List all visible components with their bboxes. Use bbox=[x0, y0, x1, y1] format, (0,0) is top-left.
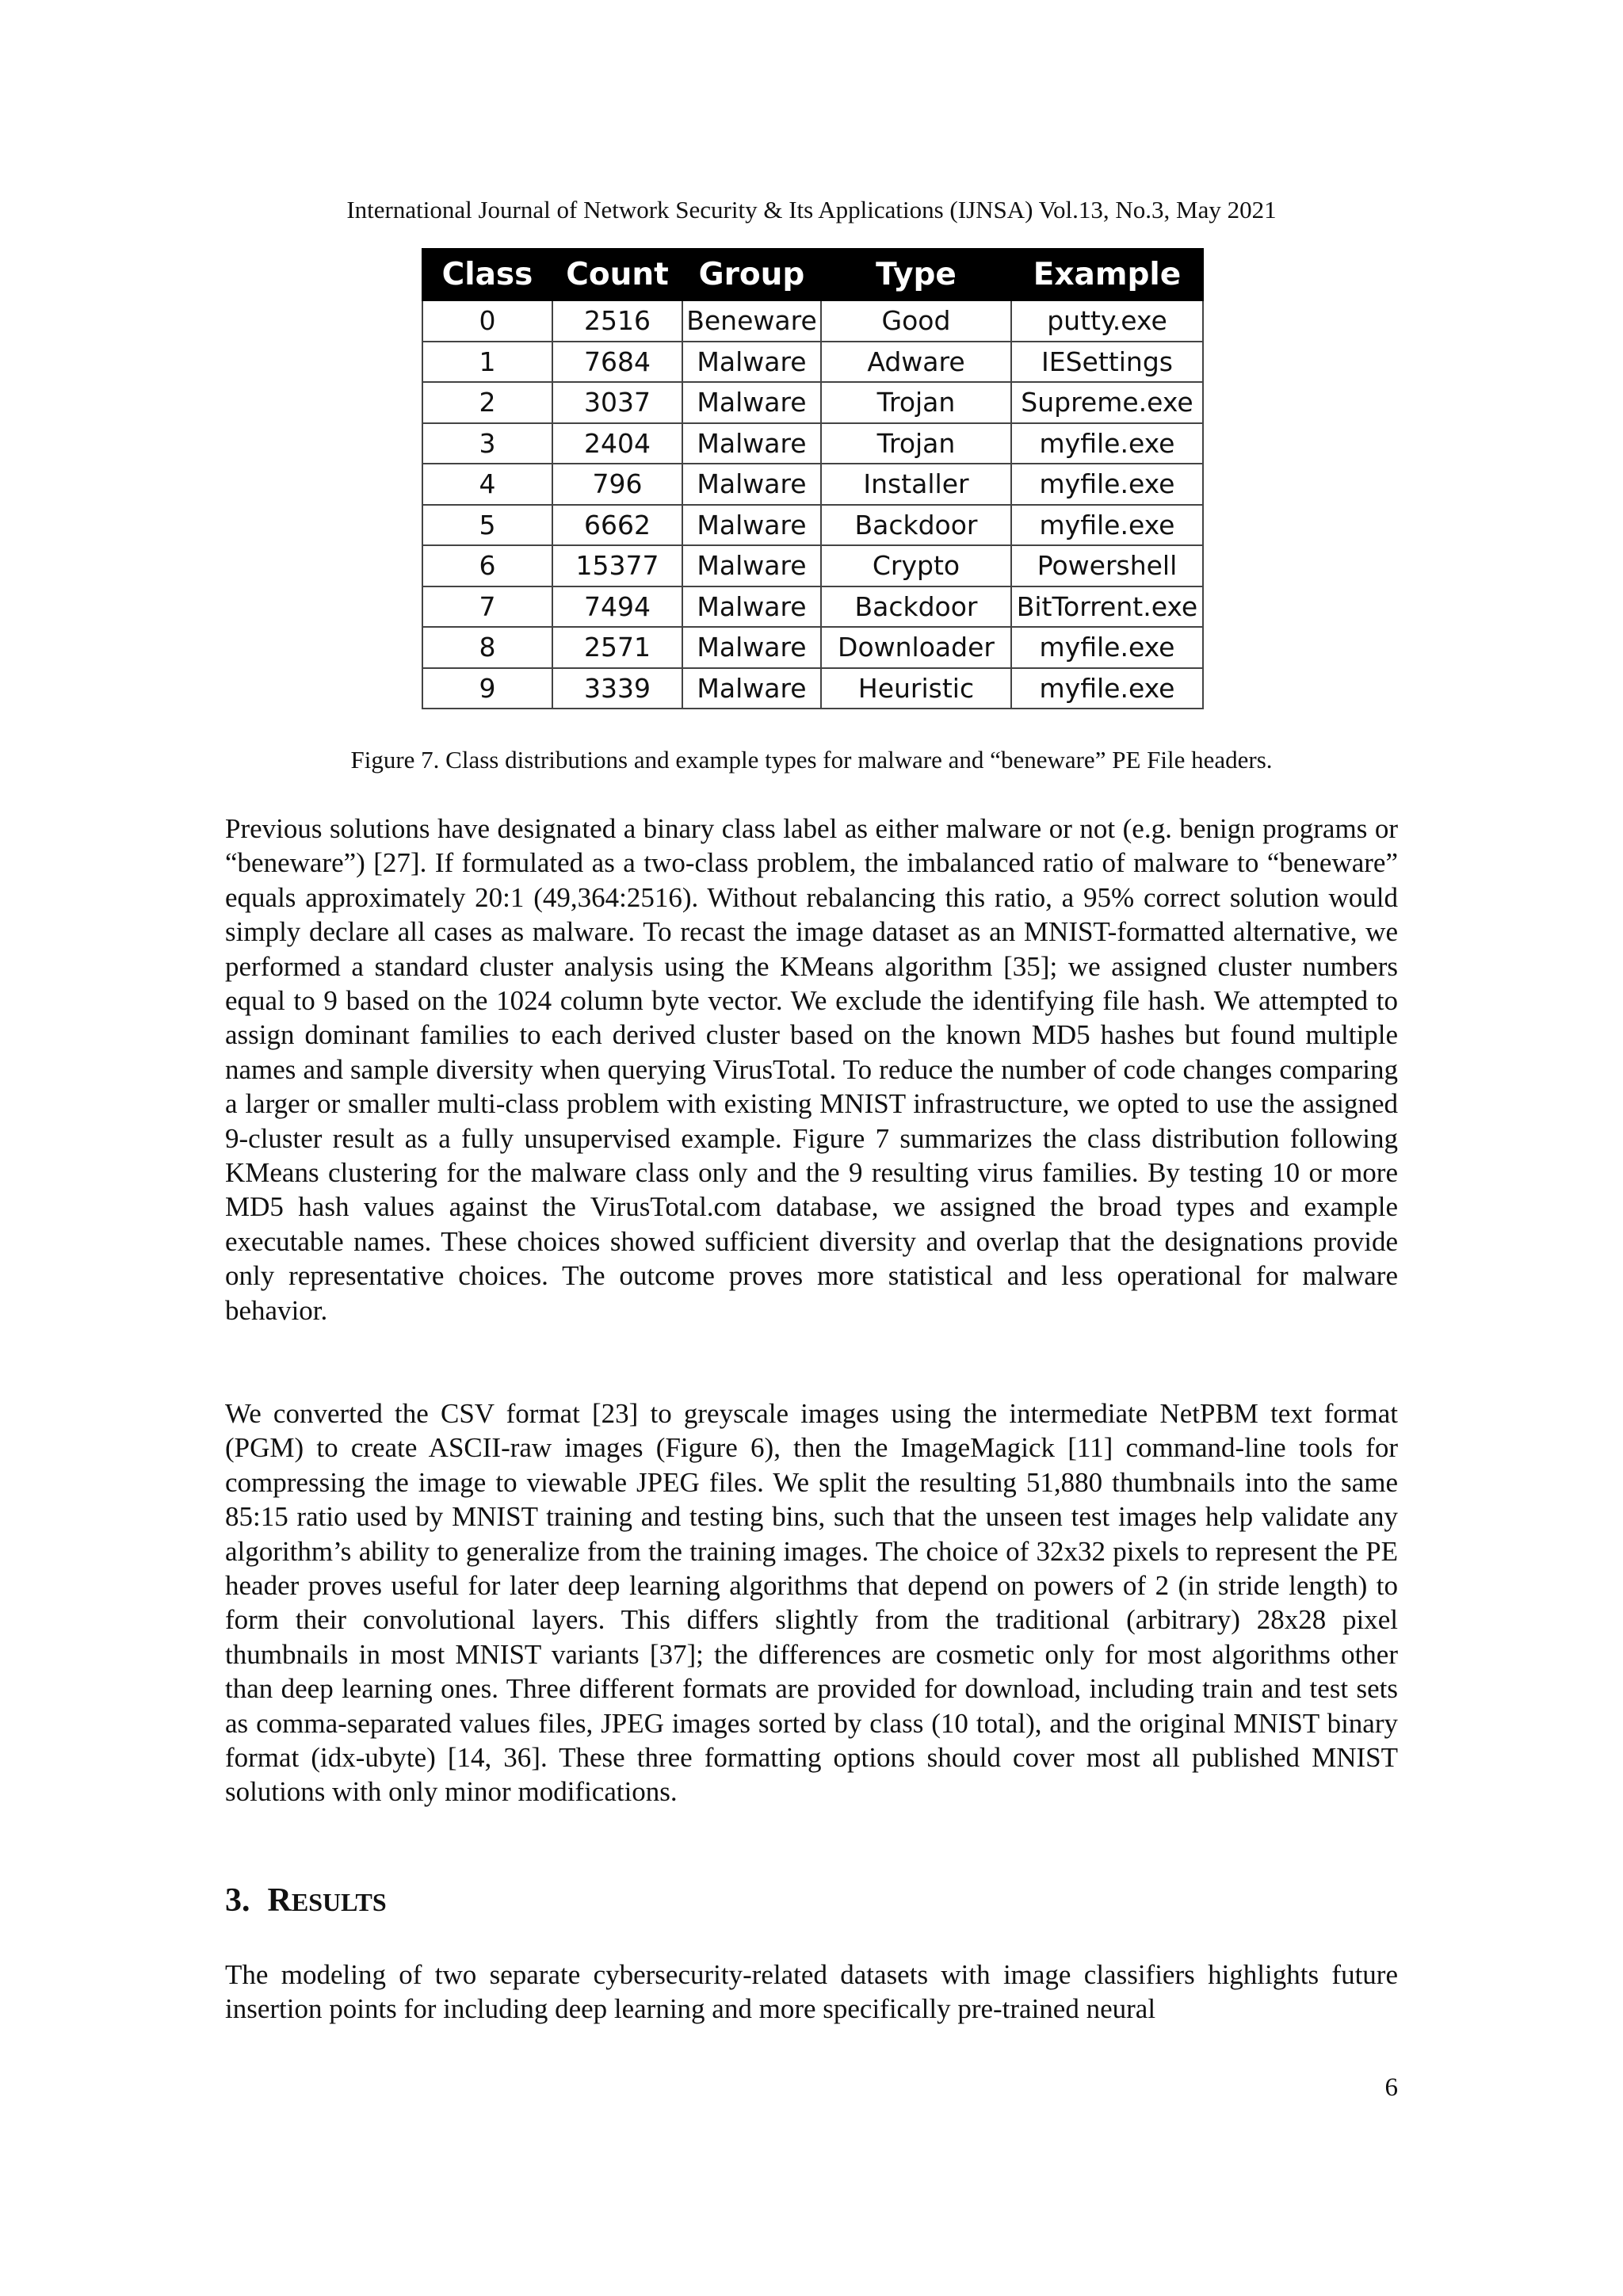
cell-example: myfile.exe bbox=[1011, 505, 1203, 546]
cell-type: Trojan bbox=[821, 423, 1011, 464]
body-paragraph-3: The modeling of two separate cybersecurity-related datasets with image classifiers highlights future insertion points for including deep learning and more specifically pre-trained neural bbox=[225, 1959, 1398, 2025]
cell-group: Beneware bbox=[682, 300, 821, 342]
cell-count: 15377 bbox=[552, 545, 682, 586]
cell-group: Malware bbox=[682, 545, 821, 586]
table bbox=[422, 248, 1204, 709]
running-header: International Journal of Network Security & Its Applications (IJNSA) Vol.13, No.3, May 2021 bbox=[346, 196, 1277, 223]
cell-example: myfile.exe bbox=[1011, 668, 1203, 709]
column-header-group: Group bbox=[682, 249, 821, 300]
cell-type: Backdoor bbox=[821, 586, 1011, 628]
class-distribution-table bbox=[422, 248, 1202, 709]
body-paragraph-1: Previous solutions have designated a binary class label as either malware or not (e.g. benign programs or “beneware”) [27]. If formulated as a two-class problem, the imbalanced ratio of malware to “beneware” equals approximately 20:1 (49,364:2516). Without rebalancing this ratio, a 95% correct solution would simply declare all cases as malware. To recast the image dataset as an MNIST-formatted alternative, we performed a standard cluster analysis using the KMeans algorithm [35]; we assigned cluster numbers equal to 9 based on the 1024 column byte vector. We exclude the identifying file hash. We attempted to assign dominant families to each derived cluster based on the known MD5 hashes but found multiple names and sample diversity when querying VirusTotal. To reduce the number of code changes comparing a larger or smaller multi-class problem with existing MNIST infrastructure, we opted to use the assigned 9-cluster result as a fully unsupervised example. Figure 7 summarizes the class distribution following KMeans clustering for the malware class only and the 9 resulting virus families. By testing 10 or more MD5 hash values against the VirusTotal.com database, we assigned the broad types and example executable names. These choices showed sufficient diversity and overlap that the designations provide only representative choices. The outcome proves more statistical and less operational for malware behavior. bbox=[225, 813, 1398, 1326]
table-row bbox=[422, 464, 1203, 505]
cell-type: Good bbox=[821, 300, 1011, 342]
cell-type: Crypto bbox=[821, 545, 1011, 586]
cell-class: 3 bbox=[422, 423, 552, 464]
cell-example: myfile.exe bbox=[1011, 627, 1203, 668]
column-header-count: Count bbox=[552, 249, 682, 300]
cell-example: Powershell bbox=[1011, 545, 1203, 586]
section-number: 3. bbox=[225, 1882, 250, 1919]
table-row bbox=[422, 382, 1203, 423]
cell-type: Installer bbox=[821, 464, 1011, 505]
cell-class: 6 bbox=[422, 545, 552, 586]
cell-count: 3037 bbox=[552, 382, 682, 423]
section-title-rest: ESULTS bbox=[291, 1888, 387, 1916]
cell-group: Malware bbox=[682, 423, 821, 464]
page-number: 6 bbox=[1384, 2073, 1398, 2102]
table-row bbox=[422, 342, 1203, 383]
cell-group: Malware bbox=[682, 342, 821, 383]
cell-count: 2404 bbox=[552, 423, 682, 464]
column-header-type: Type bbox=[821, 249, 1011, 300]
body-paragraph-2: We converted the CSV format [23] to greyscale images using the intermediate NetPBM text format (PGM) to create ASCII-raw images (Figure 6), then the ImageMagick [11] command-line tools for compressing the image to viewable JPEG files. We split the resulting 51,880 thumbnails into the same 85:15 ratio used by MNIST training and testing bins, such that the unseen test images help validate any algorithm’s ability to generalize from the training images. The choice of 32x32 pixels to represent the PE header proves useful for later deep learning algorithms that depend on powers of 2 (in stride length) to form their convolutional layers. This differs slightly from the traditional (arbitrary) 28x28 pixel thumbnails in most MNIST variants [37]; the differences are cosmetic only for most algorithms other than deep learning ones. Three different formats are provided for download, including train and test sets as comma-separated values files, JPEG images sorted by class (10 total), and the original MNIST binary format (idx-ubyte) [14, 36]. These three formatting options should cover most all published MNIST solutions with only minor modifications. bbox=[225, 1398, 1398, 1808]
table-row bbox=[422, 586, 1203, 628]
cell-group: Malware bbox=[682, 464, 821, 505]
table-row bbox=[422, 300, 1203, 342]
cell-count: 796 bbox=[552, 464, 682, 505]
table-row bbox=[422, 423, 1203, 464]
cell-example: myfile.exe bbox=[1011, 464, 1203, 505]
cell-group: Malware bbox=[682, 586, 821, 628]
cell-group: Malware bbox=[682, 505, 821, 546]
cell-example: Supreme.exe bbox=[1011, 382, 1203, 423]
cell-count: 7684 bbox=[552, 342, 682, 383]
cell-type: Downloader bbox=[821, 627, 1011, 668]
section-title-initial: R bbox=[267, 1882, 292, 1919]
cell-class: 9 bbox=[422, 668, 552, 709]
column-header-class: Class bbox=[422, 249, 552, 300]
cell-example: BitTorrent.exe bbox=[1011, 586, 1203, 628]
cell-example: myfile.exe bbox=[1011, 423, 1203, 464]
cell-type: Adware bbox=[821, 342, 1011, 383]
cell-count: 2516 bbox=[552, 300, 682, 342]
cell-example: IESettings bbox=[1011, 342, 1203, 383]
table-header-row bbox=[422, 249, 1203, 300]
cell-example: putty.exe bbox=[1011, 300, 1203, 342]
cell-group: Malware bbox=[682, 668, 821, 709]
cell-class: 5 bbox=[422, 505, 552, 546]
table-row bbox=[422, 505, 1203, 546]
column-header-example: Example bbox=[1011, 249, 1203, 300]
cell-count: 7494 bbox=[552, 586, 682, 628]
table-row bbox=[422, 668, 1203, 709]
cell-type: Trojan bbox=[821, 382, 1011, 423]
table-row bbox=[422, 545, 1203, 586]
section-heading bbox=[225, 1881, 387, 1920]
cell-count: 6662 bbox=[552, 505, 682, 546]
table-row bbox=[422, 627, 1203, 668]
cell-type: Backdoor bbox=[821, 505, 1011, 546]
cell-class: 1 bbox=[422, 342, 552, 383]
cell-group: Malware bbox=[682, 382, 821, 423]
cell-class: 4 bbox=[422, 464, 552, 505]
cell-group: Malware bbox=[682, 627, 821, 668]
figure-caption: Figure 7. Class distributions and example types for malware and “beneware” PE File headers. bbox=[350, 746, 1273, 774]
cell-class: 7 bbox=[422, 586, 552, 628]
cell-count: 2571 bbox=[552, 627, 682, 668]
cell-class: 8 bbox=[422, 627, 552, 668]
cell-type: Heuristic bbox=[821, 668, 1011, 709]
cell-class: 0 bbox=[422, 300, 552, 342]
cell-count: 3339 bbox=[552, 668, 682, 709]
cell-class: 2 bbox=[422, 382, 552, 423]
